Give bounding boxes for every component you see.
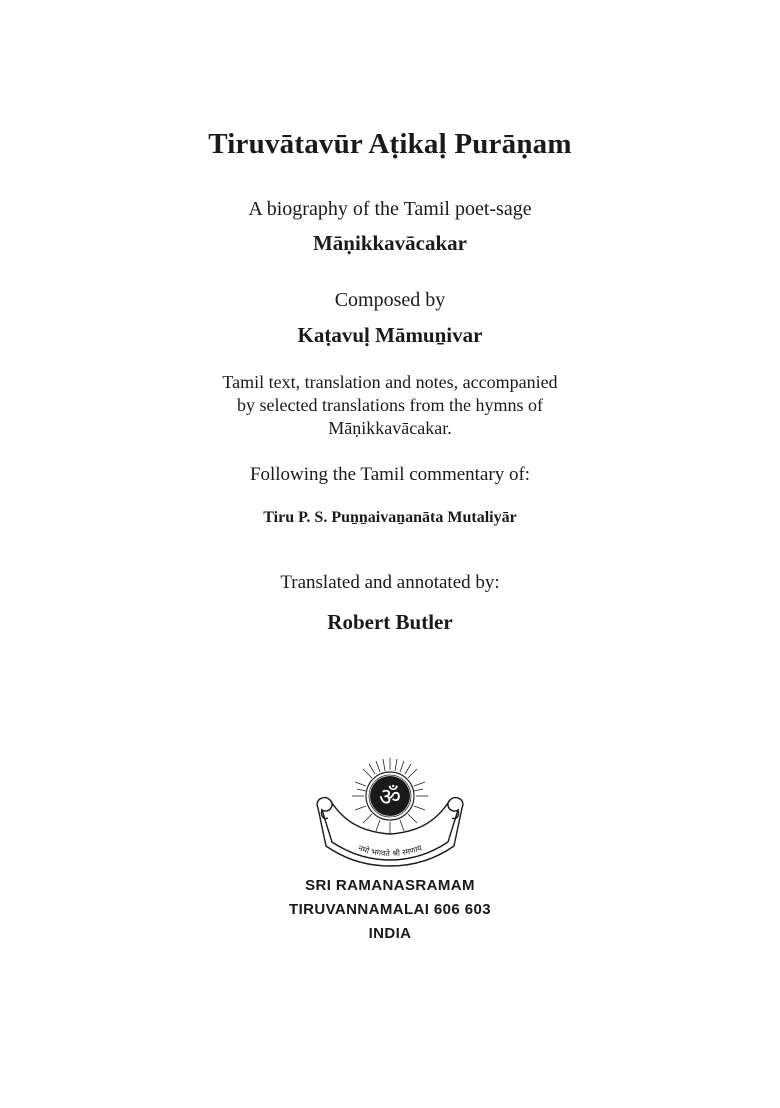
translator-name: Robert Butler [327, 610, 453, 634]
composer-name: Kaṭavuḷ Māmuṉivar [297, 323, 483, 347]
banner-text: नमो भगवते श्री रमणाय [356, 843, 424, 859]
translator-label: Translated and annotated by: [280, 572, 500, 593]
description-line: by selected translations from the hymns of [237, 395, 543, 415]
description-line: Māṇikkavācakar. [328, 418, 452, 438]
commentator-name: Tiru P. S. Puṉṉaivaṉanāta Mutaliyār [263, 509, 517, 526]
om-symbol: ॐ [379, 783, 401, 811]
description [0, 371, 780, 440]
subtitle-line: A biography of the Tamil poet-sage [248, 198, 532, 220]
description-line: Tamil text, translation and notes, accompanied [222, 372, 558, 392]
publisher-city: TIRUVANNAMALAI 606 603 [289, 901, 491, 918]
publisher-block [0, 874, 780, 946]
book-title: Tiruvātavūr Aṭikaḷ Purāṇam [208, 128, 572, 160]
ashram-emblem-icon [310, 756, 470, 871]
publisher-country: INDIA [368, 925, 412, 942]
subject-name: Māṇikkavācakar [312, 231, 467, 255]
svg-text:नमो भगवते श्री रमणाय [357, 843, 424, 858]
commentary-label: Following the Tamil commentary of: [249, 464, 531, 485]
composer-label: Composed by [334, 289, 446, 311]
publisher-name: SRI RAMANASRAMAM [305, 877, 475, 894]
